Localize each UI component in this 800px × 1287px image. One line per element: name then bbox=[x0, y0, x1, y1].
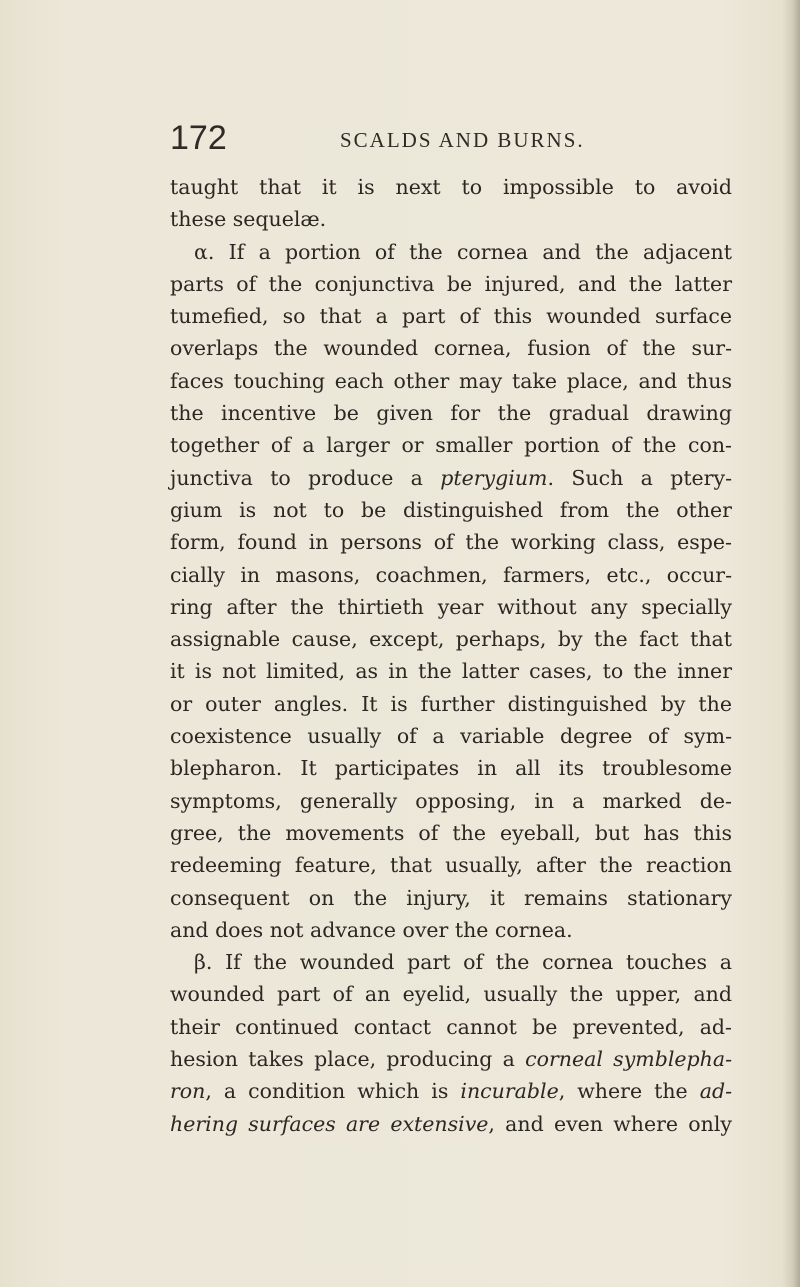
text-segment: , a condition which is bbox=[205, 1079, 461, 1104]
text-line bbox=[170, 1011, 732, 1043]
text-line bbox=[170, 720, 732, 752]
text-line bbox=[170, 785, 732, 817]
text-line bbox=[170, 559, 732, 591]
text-segment: and does not advance over the cornea. bbox=[170, 917, 573, 942]
text-line bbox=[170, 817, 732, 849]
text-segment: form, found in persons of the working class, espe- bbox=[170, 530, 732, 555]
text-line bbox=[170, 946, 732, 978]
text-segment: gree, the movements of the eyeball, but has this bbox=[170, 820, 732, 845]
italic-text: hering surfaces are extensive bbox=[170, 1111, 489, 1136]
text-segment: or outer angles. It is further distinguished by the bbox=[170, 691, 732, 716]
text-segment: assignable cause, except, perhaps, by the fact that bbox=[170, 627, 732, 652]
text-segment: . Such a ptery- bbox=[547, 465, 732, 490]
text-line bbox=[170, 882, 732, 914]
page-edge-shadow bbox=[782, 0, 800, 1287]
text-line bbox=[170, 914, 732, 946]
text-line bbox=[170, 1075, 732, 1107]
text-segment: blepharon. It participates in all its troublesome bbox=[170, 756, 732, 781]
text-segment: , where the bbox=[558, 1079, 700, 1104]
text-segment: junctiva to produce a bbox=[170, 465, 441, 490]
text-line bbox=[170, 397, 732, 429]
text-segment: parts of the conjunctiva be injured, and the latter bbox=[170, 271, 732, 296]
text-segment: their continued contact cannot be prevented, ad- bbox=[170, 1014, 732, 1039]
text-line bbox=[170, 655, 732, 687]
text-segment: tumefied, so that a part of this wounded surface bbox=[170, 304, 732, 329]
text-line bbox=[170, 526, 732, 558]
text-segment: wounded part of an eyelid, usually the upper, and bbox=[170, 982, 732, 1007]
text-segment: ring after the thirtieth year without any specially bbox=[170, 594, 732, 619]
page-number: 172 bbox=[170, 119, 227, 157]
text-segment: , and even where only bbox=[488, 1111, 732, 1136]
text-segment: hesion takes place, producing a bbox=[170, 1047, 526, 1072]
text-line bbox=[170, 332, 732, 364]
text-segment: together of a larger or smaller portion of the con- bbox=[170, 433, 732, 458]
page-header bbox=[170, 118, 732, 158]
text-line bbox=[170, 591, 732, 623]
text-line bbox=[170, 494, 732, 526]
text-line bbox=[170, 462, 732, 494]
italic-text: incurable bbox=[460, 1079, 559, 1104]
text-segment: it is not limited, as in the latter cases, to the inner bbox=[170, 659, 732, 684]
text-segment: taught that it is next to impossible to avoid bbox=[170, 175, 732, 199]
text-segment: β. If the wounded part of the cornea touches a bbox=[194, 950, 732, 975]
text-line bbox=[170, 203, 732, 235]
text-line bbox=[170, 688, 732, 720]
text-line bbox=[170, 268, 732, 300]
text-segment: these sequelæ. bbox=[170, 207, 327, 232]
italic-text: ron bbox=[170, 1079, 206, 1104]
body-text bbox=[170, 171, 732, 1140]
text-segment: faces touching each other may take place, and thus bbox=[170, 368, 732, 393]
text-line bbox=[170, 1108, 732, 1140]
text-line bbox=[170, 1043, 732, 1075]
text-segment: α. If a portion of the cornea and the adjacent bbox=[194, 239, 732, 264]
text-line bbox=[170, 300, 732, 332]
text-segment: the incentive be given for the gradual drawing bbox=[170, 401, 732, 426]
text-line bbox=[170, 752, 732, 784]
text-segment: symptoms, generally opposing, in a marked de- bbox=[170, 788, 732, 813]
text-line bbox=[170, 171, 732, 203]
text-line bbox=[170, 429, 732, 461]
running-head: SCALDS AND BURNS. bbox=[340, 128, 585, 152]
text-line bbox=[170, 236, 732, 268]
text-segment: coexistence usually of a variable degree of sym- bbox=[170, 724, 732, 749]
text-line bbox=[170, 623, 732, 655]
italic-text: ad- bbox=[699, 1079, 733, 1104]
text-line bbox=[170, 849, 732, 881]
text-segment: redeeming feature, that usually, after the reaction bbox=[170, 853, 732, 878]
italic-text: pterygium bbox=[440, 465, 548, 490]
italic-text: corneal symblepha- bbox=[525, 1047, 733, 1072]
text-segment: overlaps the wounded cornea, fusion of the sur- bbox=[170, 336, 732, 361]
text-segment: gium is not to be distinguished from the other bbox=[170, 497, 732, 522]
text-line bbox=[170, 365, 732, 397]
text-line bbox=[170, 978, 732, 1010]
text-segment: cially in masons, coachmen, farmers, etc., occur- bbox=[170, 562, 732, 587]
text-segment: consequent on the injury, it remains stationary bbox=[170, 885, 732, 910]
